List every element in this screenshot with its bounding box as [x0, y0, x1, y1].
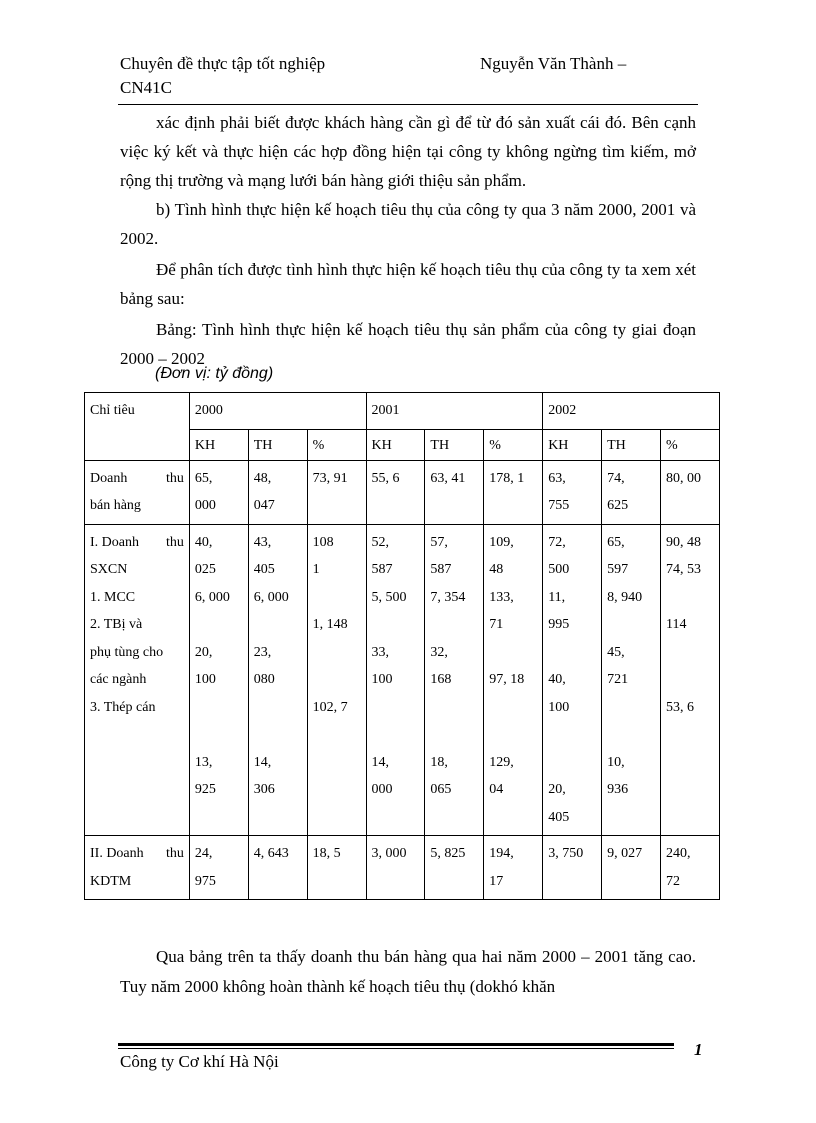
header-title: Chuyên đề thực tập tốt nghiệp [120, 54, 326, 73]
value-line: 45, [607, 644, 625, 660]
table-caption: Bảng: Tình hình thực hiện kế hoạch tiêu thụ sản phẩm của công ty giai đoạn 2000 – 2002 [120, 320, 696, 368]
value-line [607, 721, 655, 749]
value-line: 6, 000 [253, 589, 289, 605]
value-line [548, 721, 596, 749]
row-label-line: các ngành [90, 672, 147, 687]
value-line [254, 611, 302, 639]
value-line [372, 721, 420, 749]
value-line: 405 [548, 809, 570, 825]
value-line: 13, [194, 754, 213, 770]
value-line [313, 666, 361, 694]
value-line: 71 [489, 617, 504, 632]
sales-plan-table [84, 392, 720, 900]
value-line: 3, 000 [371, 846, 407, 861]
footer-divider-thin [118, 1048, 674, 1049]
value-line: 10, [607, 754, 625, 770]
value-line: 936 [607, 782, 629, 797]
table-header-row [85, 393, 720, 430]
value-line: 168 [430, 672, 452, 687]
value-line [666, 639, 714, 667]
value-line: 4, 643 [253, 846, 289, 861]
value-cell [307, 460, 366, 524]
row-label [85, 836, 190, 900]
value-cell [366, 836, 425, 900]
row-label-line: KDTM [90, 873, 132, 889]
value-line: 000 [194, 498, 216, 513]
value-line: 23, [253, 644, 272, 660]
row-label-line: bán hàng [90, 498, 141, 513]
value-cell [307, 836, 366, 900]
value-line: 047 [253, 498, 275, 513]
value-line: 100 [548, 699, 570, 715]
value-line: 625 [607, 498, 629, 513]
value-line: 14, [371, 754, 390, 770]
header-class: CN41C [120, 78, 172, 97]
value-cell [602, 524, 661, 836]
table-row [85, 524, 720, 836]
value-cell [248, 836, 307, 900]
value-line: 5, 825 [430, 846, 466, 861]
value-line [195, 721, 243, 749]
value-line: 24, [194, 846, 213, 861]
value-line [607, 694, 655, 722]
value-line: 129, [489, 754, 514, 770]
value-cell [484, 524, 543, 836]
value-line: 025 [194, 562, 216, 577]
year-header: 2001 [366, 393, 543, 430]
value-cell [248, 460, 307, 524]
value-line: 53, 6 [665, 699, 694, 715]
value-line: 102, 7 [312, 699, 348, 715]
value-line: 17 [489, 873, 504, 889]
header-author: Nguyễn Văn Thành – [480, 54, 627, 73]
value-line: 14, [253, 754, 272, 770]
value-line: 72, [548, 534, 566, 550]
subheader-cell: % [484, 429, 543, 460]
row-label-line: I. Doanh thu [90, 534, 184, 550]
value-line [666, 584, 714, 612]
row-label-line: SXCN [90, 562, 128, 577]
value-line: 74, [607, 470, 625, 486]
table-row [85, 460, 720, 524]
value-line: 405 [253, 562, 275, 577]
value-line: 306 [253, 782, 275, 797]
value-line: 65, [607, 534, 625, 550]
value-line [489, 639, 537, 667]
value-line: 8, 940 [607, 589, 643, 605]
value-line: 7, 354 [430, 589, 466, 605]
row-label-line: 2. TBị và [90, 617, 143, 632]
value-line: 080 [253, 672, 275, 687]
value-line: 55, 6 [371, 470, 400, 486]
value-line [313, 584, 361, 612]
value-line: 33, [371, 644, 390, 660]
value-line: 995 [548, 617, 570, 632]
value-cell [660, 524, 719, 836]
value-line [313, 639, 361, 667]
value-line: 18, 5 [312, 846, 341, 861]
subheader-cell: TH [425, 429, 484, 460]
value-cell [425, 524, 484, 836]
value-cell [366, 524, 425, 836]
value-line: 48, [253, 470, 272, 486]
value-cell [543, 524, 602, 836]
value-line: 57, [430, 534, 448, 550]
row-label-line: phụ tùng cho [90, 644, 164, 660]
value-line: 000 [371, 782, 393, 797]
value-line [254, 694, 302, 722]
value-cell [602, 460, 661, 524]
row-label-line: 1. MCC [90, 589, 136, 605]
year-header: 2002 [543, 393, 720, 430]
year-header: 2000 [189, 393, 366, 430]
paragraph-5: Qua bảng trên ta thấy doanh thu bán hàng qua hai năm 2000 – 2001 tăng cao. Tuy năm 2000 không hoàn thành kế hoạch tiêu thụ (dokhó khăn [120, 947, 696, 996]
value-line [372, 694, 420, 722]
row-label-line: II. Doanh thu [90, 846, 184, 861]
value-line: 597 [607, 562, 629, 577]
value-line [195, 694, 243, 722]
value-line: 63, 41 [430, 470, 466, 486]
subheader-cell: KH [189, 429, 248, 460]
value-line [254, 721, 302, 749]
value-line: 72 [665, 873, 680, 889]
value-line: 109, [489, 534, 514, 550]
value-cell [307, 524, 366, 836]
value-line: 73, 91 [312, 470, 348, 486]
value-line [489, 694, 537, 722]
header-left [120, 52, 460, 100]
value-line: 975 [194, 873, 216, 889]
footer-divider [118, 1043, 674, 1046]
value-line: 52, [371, 534, 390, 550]
subheader-cell: % [307, 429, 366, 460]
paragraph-1: xác định phải biết được khách hàng cần gì để từ đó sản xuất cái đó. Bên cạnh việc ký kết và thực hiện các hợp đồng hiện tại công ty không ngừng tìm kiếm, mở rộng thị trường và mạng lưới bán hàng giới thiệu sản phẩm. [120, 113, 696, 190]
value-line: 74, 53 [665, 562, 701, 577]
page-number: 1 [694, 1040, 703, 1059]
value-line [548, 639, 596, 667]
paragraph-3: Để phân tích được tình hình thực hiện kế hoạch tiêu thụ của công ty ta xem xét bảng sau: [120, 260, 696, 308]
value-cell [660, 836, 719, 900]
value-cell [366, 460, 425, 524]
value-line: 48 [489, 562, 504, 577]
value-line: 100 [371, 672, 393, 687]
row-label [85, 460, 190, 524]
unit-note: (Đơn vị: tỷ đồng) [155, 365, 274, 382]
table-row [85, 836, 720, 900]
value-cell [425, 836, 484, 900]
value-line: 3, 750 [548, 846, 584, 861]
value-line: 40, [194, 534, 213, 550]
value-line: 40, [548, 672, 566, 687]
value-cell [484, 836, 543, 900]
value-line [372, 611, 420, 639]
value-cell [248, 524, 307, 836]
row-label [85, 524, 190, 836]
value-line: 65, [194, 470, 213, 486]
value-cell [543, 836, 602, 900]
value-line [666, 666, 714, 694]
value-line: 20, [194, 644, 213, 660]
value-cell [660, 460, 719, 524]
subheader-cell: % [660, 429, 719, 460]
body-text-top [120, 108, 696, 373]
value-cell [602, 836, 661, 900]
value-line: 1, 148 [312, 617, 348, 632]
value-line [430, 694, 478, 722]
value-line: 63, [548, 470, 566, 486]
paragraph-2: b) Tình hình thực hiện kế hoạch tiêu thụ của công ty qua 3 năm 2000, 2001 và 2002. [120, 200, 696, 248]
value-line [430, 611, 478, 639]
value-line: 065 [430, 782, 452, 797]
value-line [489, 721, 537, 749]
value-cell [189, 460, 248, 524]
value-line: 587 [430, 562, 452, 577]
value-line: 20, [548, 782, 566, 797]
value-line: 5, 500 [371, 589, 407, 605]
value-line: 721 [607, 672, 629, 687]
value-line: 97, 18 [489, 672, 525, 687]
row-label-line: 3. Thép cán [90, 699, 156, 715]
value-cell [484, 460, 543, 524]
value-line: 9, 027 [607, 846, 643, 861]
value-line: 108 [312, 534, 334, 550]
value-line: 194, [489, 846, 514, 861]
value-line: 100 [194, 672, 216, 687]
row-label-line: Doanh thu [90, 470, 184, 486]
value-line [607, 611, 655, 639]
value-line: 18, [430, 754, 448, 770]
footer-company: Công ty Cơ khí Hà Nội [120, 1052, 279, 1071]
value-line: 43, [253, 534, 272, 550]
value-line: 11, [548, 589, 566, 605]
value-line [430, 721, 478, 749]
value-line: 500 [548, 562, 570, 577]
value-line: 1 [312, 562, 320, 577]
subheader-cell: KH [543, 429, 602, 460]
header-corner: Chỉ tiêu [85, 393, 190, 461]
value-line: 755 [548, 498, 570, 513]
value-line: 04 [489, 782, 504, 797]
subheader-cell: TH [602, 429, 661, 460]
value-line: 925 [194, 782, 216, 797]
value-line [195, 611, 243, 639]
value-line: 114 [665, 617, 687, 632]
value-line: 587 [371, 562, 393, 577]
value-line [548, 749, 596, 777]
value-line: 90, 48 [665, 534, 701, 550]
subheader-cell: TH [248, 429, 307, 460]
value-cell [189, 836, 248, 900]
value-line: 6, 000 [194, 589, 230, 605]
value-cell [425, 460, 484, 524]
value-line: 133, [489, 589, 514, 605]
body-text-bottom [120, 942, 696, 1002]
value-line: 178, 1 [489, 470, 525, 486]
value-line: 240, [665, 846, 691, 861]
value-line: 80, 00 [665, 470, 701, 486]
value-cell [543, 460, 602, 524]
subheader-cell: KH [366, 429, 425, 460]
value-cell [189, 524, 248, 836]
header-divider [118, 104, 698, 105]
value-line: 32, [430, 644, 448, 660]
